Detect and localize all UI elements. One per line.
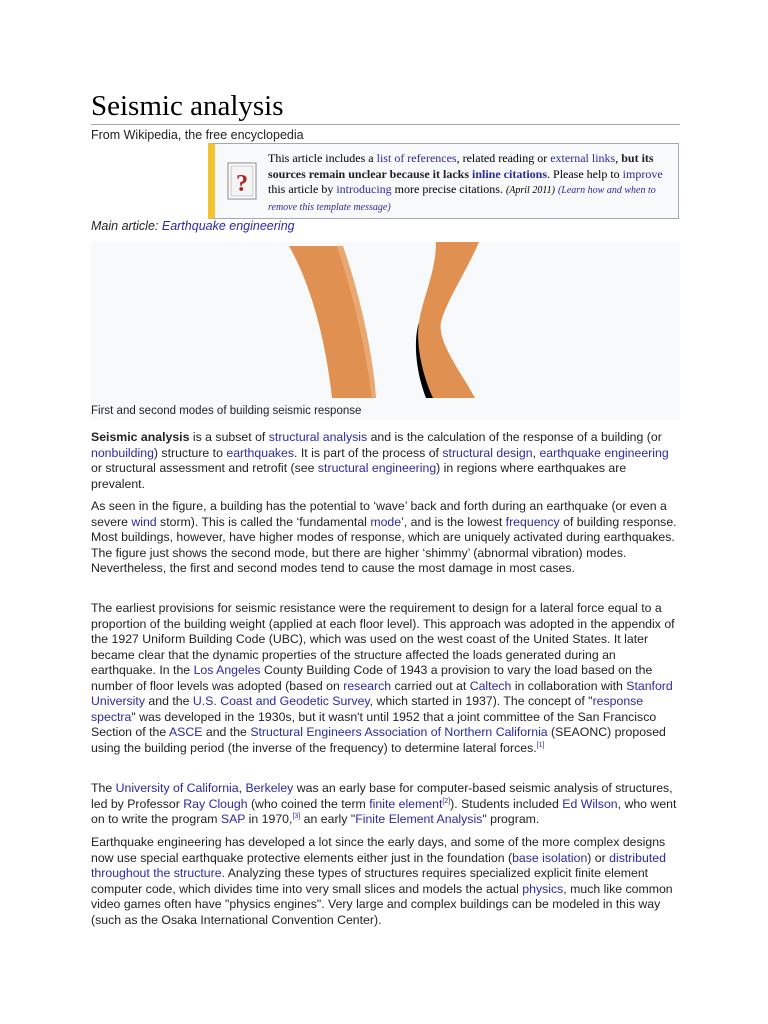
building-modes-illustration <box>91 242 680 420</box>
paragraph-berkeley <box>91 781 680 828</box>
berkeley-link[interactable]: Berkeley <box>245 781 294 795</box>
nonbuilding-link[interactable]: nonbuilding <box>91 445 154 460</box>
improve-link[interactable]: improve <box>622 166 663 181</box>
ed-wilson-link[interactable]: Ed Wilson <box>562 796 618 811</box>
distributed-structure-link[interactable]: distributed throughout the structure <box>91 850 666 880</box>
text-run: ) structure to <box>153 445 227 460</box>
sap-link[interactable]: SAP <box>220 812 246 826</box>
text-run: . Analyzing these types of structures requires specialized explicit finite element computer code, which divides time into very small slices and models the actual <box>91 866 649 896</box>
site-tagline: From Wikipedia, the free encyclopedia <box>91 128 304 142</box>
base-isolation-link[interactable]: base isolation <box>512 850 588 865</box>
text-run: The <box>91 781 116 795</box>
text-run: an early " <box>300 812 356 826</box>
term-bold: Seismic analysis <box>91 430 190 444</box>
text-run: is a subset of <box>189 430 269 444</box>
text-run: in collaboration with <box>511 678 627 693</box>
earthquake-engineering-link[interactable]: earthquake engineering <box>539 445 669 460</box>
coast-geodetic-survey-link[interactable]: U.S. Coast and Geodetic Survey <box>192 694 370 708</box>
los-angeles-link[interactable]: Los Angeles <box>193 663 261 677</box>
notice-text <box>268 151 678 215</box>
notice-date: (April 2011) <box>505 185 555 196</box>
notice-text-part: This article includes a <box>268 151 377 165</box>
earthquakes-link[interactable]: earthquakes <box>226 445 295 460</box>
ray-clough-link[interactable]: Ray Clough <box>183 796 248 811</box>
question-mark-icon <box>227 162 257 200</box>
notice-text-part: , <box>615 151 622 165</box>
paragraph-modes <box>91 499 680 577</box>
text-run: carried out at <box>391 678 470 693</box>
caltech-link[interactable]: Caltech <box>469 678 512 693</box>
text-run: and the <box>144 694 193 708</box>
title-divider <box>91 124 680 125</box>
hatnote-prefix: Main article: <box>91 219 162 233</box>
research-link[interactable]: research <box>343 678 392 693</box>
notice-text-part: , related reading or <box>456 151 551 165</box>
first-mode-building <box>289 246 376 398</box>
notice-bold-text: but its sources remain unclear because it lacks <box>268 151 654 181</box>
reference-3-link[interactable]: [3] <box>292 812 301 820</box>
seaonc-link[interactable]: Structural Engineers Association of Northern California <box>250 725 548 739</box>
text-run: . It is part of the process of <box>294 445 443 460</box>
notice-text-part: this article by <box>268 182 337 196</box>
paragraph-intro <box>91 430 680 492</box>
remove-template-link[interactable]: (Learn how and when to remove this template message) <box>268 185 656 213</box>
list-of-references-link[interactable]: list of references <box>376 151 457 165</box>
text-run: Earthquake engineering has developed a lot since the early days, and some of the more complex designs now use special earthquake protective elements either just in the foundation ( <box>91 835 666 865</box>
text-run: (who coined the term <box>247 796 370 811</box>
text-run: , much like common video games often have "physics engines". Very large and complex buildings can be modeled in this way (such as the Osaka International Convention Center). <box>91 881 673 927</box>
page-title: Seismic analysis <box>91 90 284 122</box>
text-run: , <box>532 445 540 460</box>
structural-analysis-link[interactable]: structural analysis <box>268 430 368 444</box>
reference-2-link[interactable]: [2] <box>442 797 451 805</box>
text-run: or structural assessment and retrofit (see <box>91 461 318 475</box>
introducing-link[interactable]: introducing <box>336 182 392 196</box>
figure-caption: First and second modes of building seismic response <box>91 405 362 417</box>
structural-engineering-link[interactable]: structural engineering <box>317 461 437 475</box>
building-modes-figure <box>91 242 680 420</box>
text-run: ). Students included <box>450 796 563 811</box>
text-run: (SEAONC) proposed using the building period (the inverse of the frequency) to determine lateral forces. <box>91 725 666 755</box>
citation-notice-box <box>208 143 679 219</box>
structural-design-link[interactable]: structural design <box>442 445 533 460</box>
mode-link[interactable]: mode <box>370 514 402 529</box>
university-of-california-link[interactable]: University of California <box>115 781 239 795</box>
svg-text:?: ? <box>236 171 248 197</box>
notice-text-part: more precise citations. <box>391 182 506 196</box>
text-run: County Building Code of 1943 a provision to vary the load based on the number of floor levels was adopted (based on <box>91 663 653 693</box>
main-article-hatnote <box>91 219 295 233</box>
asce-link[interactable]: ASCE <box>168 725 203 739</box>
text-run: " program. <box>482 812 540 826</box>
text-run: ) or <box>587 850 610 865</box>
stanford-university-link[interactable]: Stanford University <box>91 678 673 708</box>
physics-link[interactable]: physics <box>522 881 564 896</box>
text-run: and the <box>202 725 251 739</box>
text-run: ) in regions where earthquakes are prevalent. <box>91 461 627 491</box>
finite-element-analysis-link[interactable]: Finite Element Analysis <box>355 812 483 826</box>
text-run: " was developed in the 1930s, but it wasn't until 1952 that a joint committee of the San Francisco Section of the <box>91 709 657 739</box>
external-links-link[interactable]: external links <box>550 151 616 165</box>
text-run: The earliest provisions for seismic resistance were the requirement to design for a lateral force equal to a proportion of the building weight (applied at each floor level). This approach was adopted in the appendix of the 1927 Uniform Building Code (UBC), which was used on the west coast of the United States. It later became clear that the dynamic properties of the structure affected the loads generated during an earthquake. In the <box>91 601 675 677</box>
wind-link[interactable]: wind <box>131 514 157 529</box>
response-spectra-link[interactable]: response spectra <box>91 694 644 724</box>
text-run: , which started in 1937). The concept of " <box>369 694 593 708</box>
text-run: in 1970, <box>245 812 293 826</box>
text-run: of building response. Most buildings, however, have higher modes of response, which are uniquely activated during earthquakes. The figure just shows the second mode, but there are higher ‘shimmy’ (abnormal vibration) modes. Nevertheless, the first and second modes tend to cause the most damage in most cases. <box>91 514 677 575</box>
text-run: , who went on to write the program <box>91 796 677 826</box>
text-run: , <box>238 781 246 795</box>
text-run: As seen in the figure, a building has the potential to ‘wave’ back and forth during an earthquake (or even a severe <box>91 499 667 529</box>
notice-text-part: . Please help to <box>547 166 623 181</box>
finite-element-link[interactable]: finite element <box>369 796 443 811</box>
text-run: ’, and is the lowest <box>401 514 506 529</box>
text-run: storm). This is called the ‘fundamental <box>156 514 371 529</box>
inline-citations-link[interactable]: inline citations <box>472 166 548 181</box>
text-run: was an early base for computer-based seismic analysis of structures, led by Professor <box>91 781 673 811</box>
reference-1-link[interactable]: [1] <box>536 741 545 749</box>
second-mode-building <box>416 242 479 398</box>
paragraph-history <box>91 601 680 756</box>
frequency-link[interactable]: frequency <box>505 514 560 529</box>
text-run: and is the calculation of the response of a building (or <box>367 430 662 444</box>
paragraph-modern <box>91 835 680 928</box>
earthquake-engineering-link[interactable]: Earthquake engineering <box>161 219 295 233</box>
